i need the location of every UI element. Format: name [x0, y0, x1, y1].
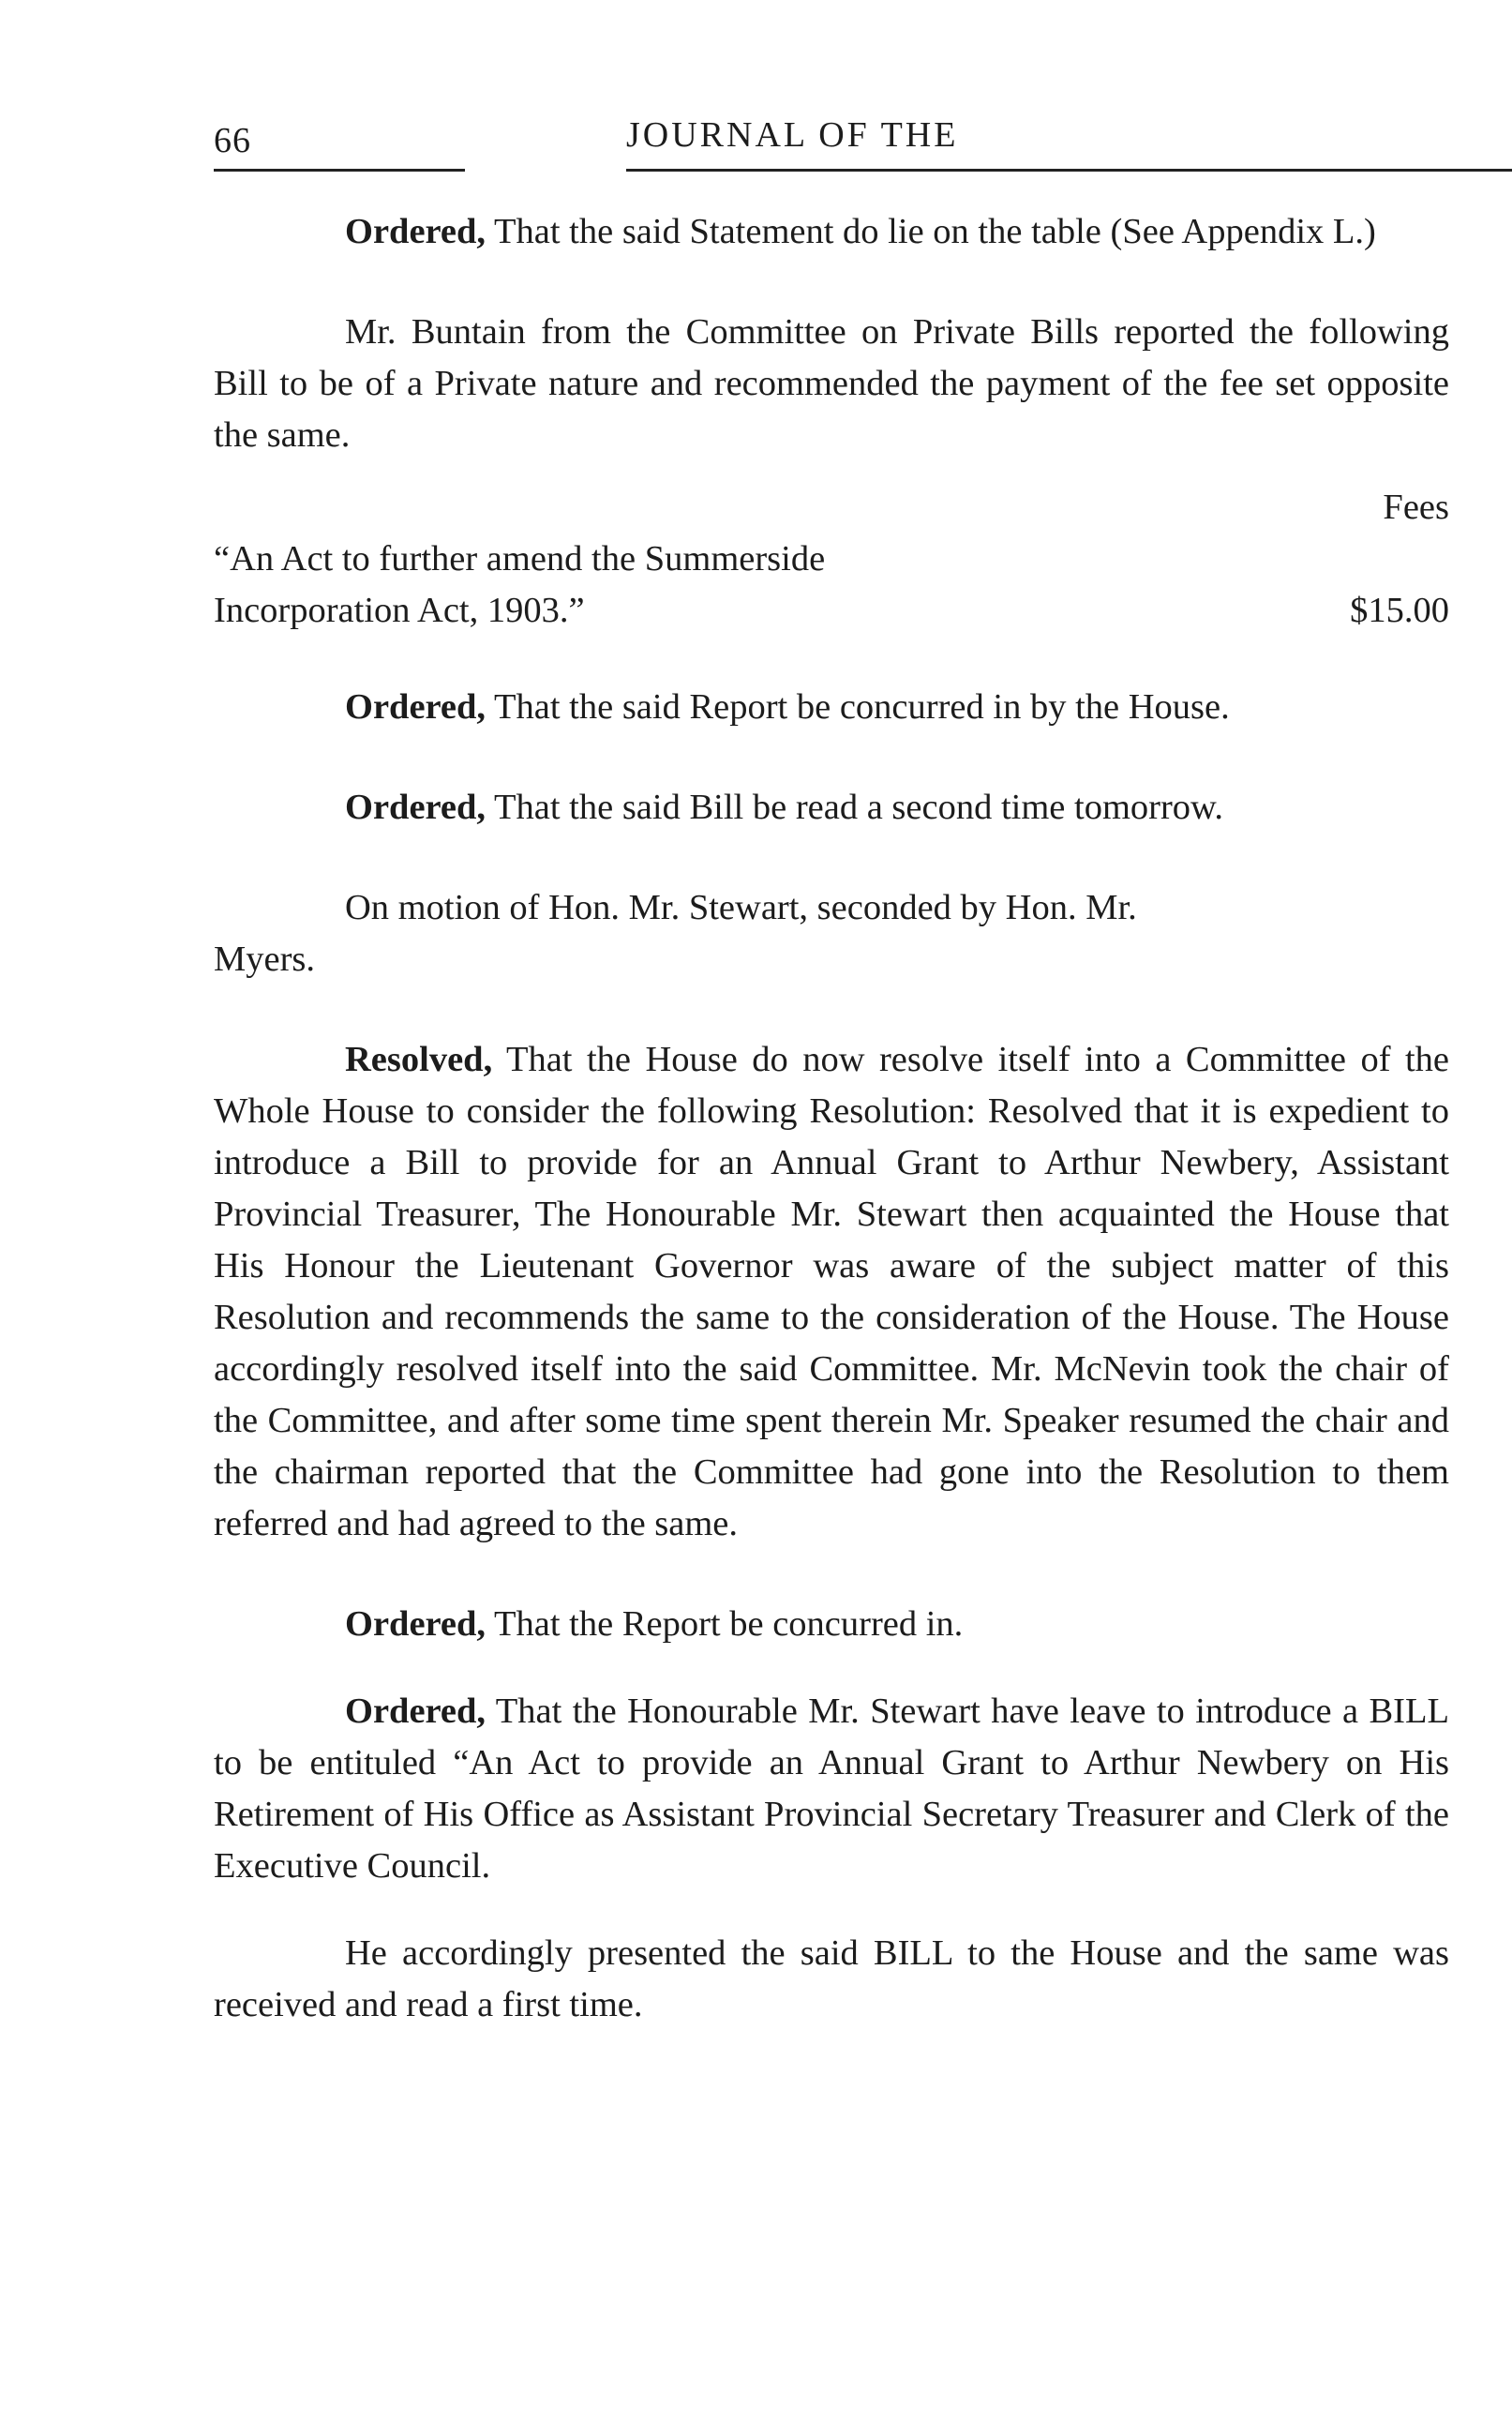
paragraph-text: Mr. Buntain from the Committee on Private Bills reported the following Bill to be of a Private nature and recommended the payment of the fee set opposite the same. — [214, 312, 1449, 455]
paragraph-text: He accordingly presented the said BILL to the House and the same was received and read a first time. — [214, 1933, 1449, 2024]
resolved-lead: Resolved, — [345, 1040, 493, 1079]
page-number: 66 — [214, 121, 251, 160]
act-title-line-1: “An Act to further amend the Summerside — [214, 539, 826, 579]
header-rule-left — [214, 169, 465, 172]
paragraph-text: That the Honourable Mr. Stewart have leave to introduce a BILL to be entituled “An Act to provide an Annual Grant to Arthur Newbery on His Retirement of His Office as Assistant Provincial Secretary Treasurer and Clerk of the Executive Council. — [214, 1692, 1449, 1886]
page-header — [214, 111, 1449, 169]
ordered-lead: Ordered, — [345, 1604, 487, 1644]
running-title: JOURNAL OF THE — [626, 115, 959, 155]
paragraph-first-reading — [214, 1928, 1449, 2031]
paragraph-text: On motion of Hon. Mr. Stewart, seconded by Hon. Mr. — [345, 888, 1137, 927]
ordered-lead: Ordered, — [345, 687, 487, 727]
fees-heading: Fees — [1383, 488, 1449, 527]
paragraph-statement-ordered — [214, 206, 1449, 258]
paragraph-committee-report — [214, 307, 1449, 461]
ordered-lead: Ordered, — [345, 1692, 487, 1731]
header-rule-right — [626, 169, 1512, 172]
paragraph-report-concurred — [214, 682, 1449, 733]
paragraph-resolved — [214, 1034, 1449, 1550]
paragraph-second-reading — [214, 782, 1449, 834]
journal-body — [214, 206, 1449, 2031]
ordered-lead: Ordered, — [345, 212, 487, 251]
paragraph-leave-bill — [214, 1686, 1449, 1892]
paragraph-motion — [214, 882, 1449, 985]
paragraph-text: That the said Bill be read a second time tomorrow. — [486, 788, 1223, 827]
fees-table — [214, 482, 1449, 637]
paragraph-text: That the said Report be concurred in by the House. — [486, 687, 1230, 727]
fees-row — [214, 534, 1449, 637]
fee-amount: $15.00 — [1350, 591, 1449, 630]
paragraph-report-concurred-2 — [214, 1599, 1449, 1650]
motion-seconder: Myers. — [214, 940, 315, 979]
paragraph-text: That the said Statement do lie on the table (See Appendix L.) — [486, 212, 1376, 251]
paragraph-text: That the House do now resolve itself into a Committee of the Whole House to consider the following Resolution: Resolved that it is expedient to introduce a Bill to provide for an Annual Grant to Arthur Newbery, Assistant Provincial Treasurer, The Honourable Mr. Stewart then acquainted the House that His Honour the Lieutenant Governor was aware of the subject matter of this Resolution and recommends the same to the consideration of the House. The House accordingly resolved itself into the said Committee. Mr. McNevin took the chair of the Committee, and after some time spent therein Mr. Speaker resumed the chair and the chairman reported that the Committee had gone into the Resolution to them referred and had agreed to the same. — [214, 1040, 1449, 1543]
paragraph-text: That the Report be concurred in. — [486, 1604, 964, 1644]
act-title-line-2: Incorporation Act, 1903.” — [214, 591, 585, 630]
ordered-lead: Ordered, — [345, 788, 487, 827]
journal-page — [214, 111, 1449, 2080]
